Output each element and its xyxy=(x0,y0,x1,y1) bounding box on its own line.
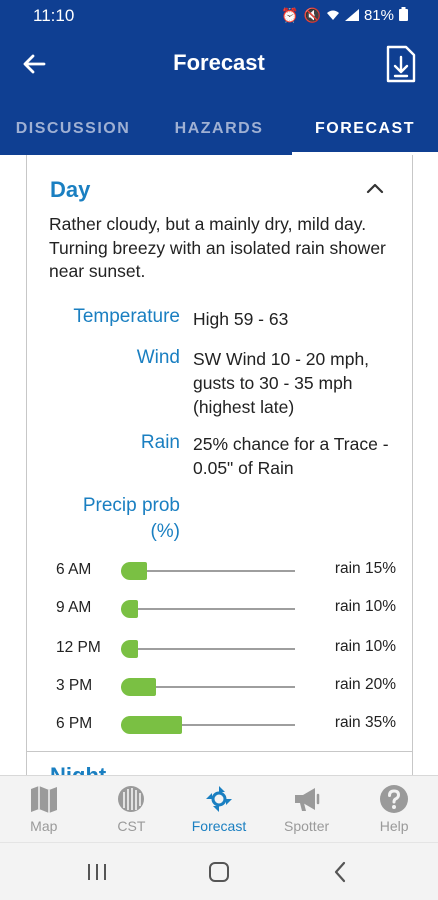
nav-forecast[interactable] xyxy=(175,776,263,842)
precip-row xyxy=(27,713,414,737)
tab-label: DISCUSSION xyxy=(15,120,131,137)
precip-prob-label-line2: (%) xyxy=(150,521,180,542)
precip-bar xyxy=(121,562,147,580)
nav-spotter[interactable] xyxy=(263,776,351,842)
precip-value: rain 15% xyxy=(334,560,396,577)
precip-time: 6 PM xyxy=(56,715,93,732)
back-nav-button[interactable] xyxy=(324,857,358,887)
precip-row xyxy=(27,559,414,583)
precip-time: 3 PM xyxy=(56,677,93,694)
bottom-nav xyxy=(0,775,438,842)
mute-icon: 🔇 xyxy=(303,7,321,23)
tab-bar xyxy=(0,95,438,155)
precip-value: rain 10% xyxy=(334,598,396,615)
precip-value: rain 10% xyxy=(334,638,396,655)
precip-value: rain 35% xyxy=(334,714,396,731)
nav-cst[interactable] xyxy=(88,776,176,842)
precip-row xyxy=(27,675,414,699)
precip-bar xyxy=(121,678,156,696)
temperature-value: High 59 - 63 xyxy=(193,309,289,329)
tab-label: FORECAST xyxy=(315,120,415,137)
page-title: Forecast xyxy=(173,50,265,75)
alarm-icon: ⏰ xyxy=(281,7,299,23)
download-pdf-button[interactable] xyxy=(385,44,417,84)
chevron-left-icon xyxy=(324,857,358,887)
forecast-day-card xyxy=(26,155,413,775)
rain-label: Rain xyxy=(140,432,180,453)
app-bar xyxy=(0,33,438,95)
tab-hazards[interactable] xyxy=(146,95,292,155)
recents-button[interactable] xyxy=(80,857,114,887)
rain-value: 25% chance for a Trace - 0.05" of Rain xyxy=(193,434,389,478)
nav-help[interactable] xyxy=(350,776,438,842)
nav-map[interactable] xyxy=(0,776,88,842)
file-download-icon xyxy=(385,44,417,84)
precip-bar xyxy=(121,716,182,734)
temperature-label: Temperature xyxy=(73,306,180,327)
home-icon xyxy=(202,857,236,887)
recents-icon xyxy=(80,857,114,887)
nav-label: Forecast xyxy=(191,818,247,834)
status-icons xyxy=(281,7,408,24)
nav-label: CST xyxy=(117,818,146,834)
precip-time: 6 AM xyxy=(56,561,92,578)
signal-icon xyxy=(345,8,359,24)
precip-row xyxy=(27,597,414,621)
collapse-button[interactable] xyxy=(363,179,387,199)
forecast-icon xyxy=(203,783,235,815)
nav-label: Map xyxy=(30,818,58,834)
precip-time: 9 AM xyxy=(56,599,92,616)
wind-value: SW Wind 10 - 20 mph, gusts to 30 - 35 mph (highest late) xyxy=(193,349,370,417)
section-divider xyxy=(27,751,412,752)
home-button[interactable] xyxy=(202,857,236,887)
chevron-up-icon xyxy=(363,179,387,199)
tab-label: HAZARDS xyxy=(174,120,264,137)
wifi-icon xyxy=(326,8,340,24)
precip-bar xyxy=(121,640,138,658)
precip-bar xyxy=(121,600,138,618)
precip-row xyxy=(27,637,414,661)
precip-time: 12 PM xyxy=(56,639,101,656)
wind-label: Wind xyxy=(136,347,180,368)
precip-track xyxy=(121,570,295,572)
precip-value: rain 20% xyxy=(334,676,396,693)
status-time: 11:10 xyxy=(33,6,75,25)
precip-track xyxy=(121,608,295,610)
map-icon xyxy=(28,783,60,815)
nav-label: Help xyxy=(379,818,409,834)
help-icon xyxy=(378,783,410,815)
nav-label: Spotter xyxy=(284,818,330,834)
tab-forecast[interactable] xyxy=(292,95,438,155)
battery-percent: 81% xyxy=(363,7,394,24)
precip-prob-label-line1: Precip prob xyxy=(82,495,180,516)
megaphone-icon xyxy=(291,783,323,815)
system-nav-bar xyxy=(0,842,438,900)
precip-track xyxy=(121,648,295,650)
battery-icon xyxy=(399,7,408,24)
tab-discussion[interactable] xyxy=(0,95,146,155)
status-bar xyxy=(0,0,438,33)
precip-prob-label xyxy=(83,493,180,545)
day-summary: Rather cloudy, but a mainly dry, mild day. Turning breezy with an isolated rain shower near sunset. xyxy=(49,214,386,281)
section-title-day: Day xyxy=(50,177,91,202)
cst-icon xyxy=(115,783,147,815)
